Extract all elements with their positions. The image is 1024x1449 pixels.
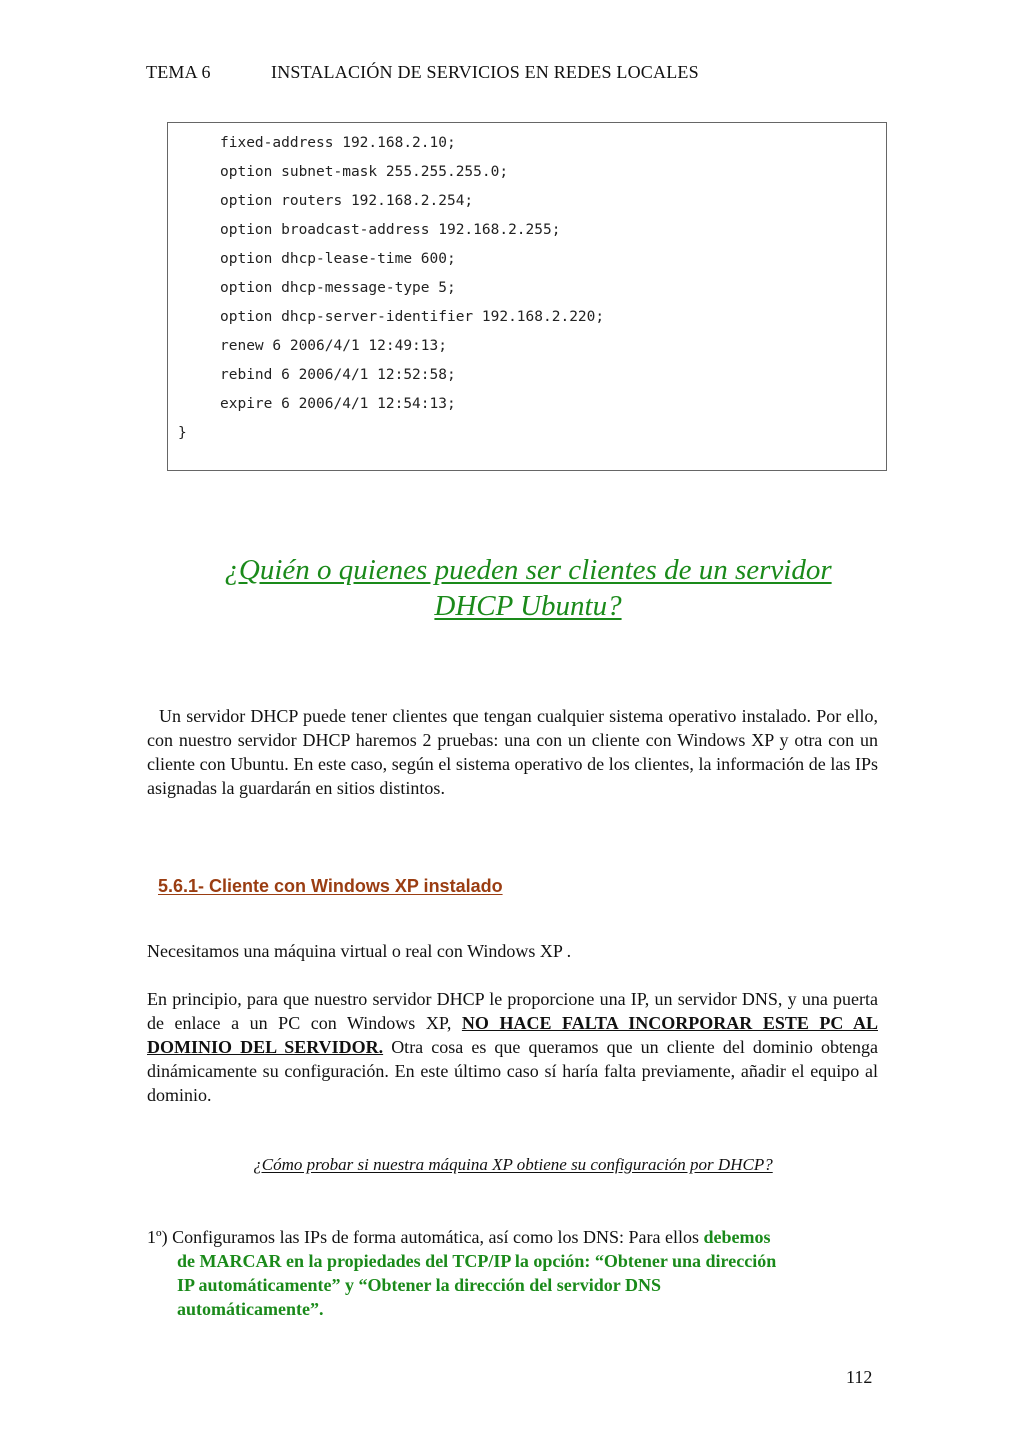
code-line: renew 6 2006/4/1 12:49:13; xyxy=(220,338,447,354)
code-line: expire 6 2006/4/1 12:54:13; xyxy=(220,396,456,412)
step-1-green-2: de MARCAR en la propiedades del TCP/IP la opción: “Obtener una dirección xyxy=(177,1251,777,1271)
page-number: 112 xyxy=(846,1367,873,1387)
subsection-heading: 5.6.1- Cliente con Windows XP instalado xyxy=(158,876,503,896)
domain-paragraph-before: En principio, para que nuestro servidor DHCP le proporcione una IP, un servidor DNS, y una puerta de enlace a un PC con Windows XP, xyxy=(147,989,878,1033)
intro-paragraph: Un servidor DHCP puede tener clientes que tengan cualquier sistema operativo instalado. Por ello, con nuestro servidor DHCP haremos 2 pruebas: una con un cliente con Windows XP y otra con un cliente con Ubuntu. En este caso, según el sistema operativo de los clientes, la información de las IPs asignadas la guardarán en sitios distintos. xyxy=(147,706,878,798)
code-box xyxy=(167,122,887,471)
test-question: ¿Cómo probar si nuestra máquina XP obtiene su configuración por DHCP? xyxy=(253,1155,773,1174)
code-line: option broadcast-address 192.168.2.255; xyxy=(220,222,561,238)
code-line: option dhcp-server-identifier 192.168.2.220; xyxy=(220,309,605,325)
code-line: option dhcp-message-type 5; xyxy=(220,280,456,296)
requirement-paragraph: Necesitamos una máquina virtual o real con Windows XP . xyxy=(147,941,572,961)
code-line: option subnet-mask 255.255.255.0; xyxy=(220,164,509,180)
step-1-green-3: IP automáticamente” y “Obtener la dirección del servidor DNS xyxy=(177,1275,661,1295)
domain-paragraph-emphasis: NO HACE FALTA INCORPORAR ESTE PC AL DOMINIO DEL SERVIDOR. xyxy=(147,1013,878,1057)
step-1-line-1 xyxy=(147,1225,887,1249)
code-line: rebind 6 2006/4/1 12:52:58; xyxy=(220,367,456,383)
step-1-green-1: debemos xyxy=(703,1227,771,1247)
step-1-prefix: 1º) Configuramos las IPs de forma automática, así como los DNS: Para ellos xyxy=(147,1227,704,1247)
code-line: option dhcp-lease-time 600; xyxy=(220,251,456,267)
code-line: fixed-address 192.168.2.10; xyxy=(220,135,456,151)
header-title: INSTALACIÓN DE SERVICIOS EN REDES LOCALES xyxy=(271,62,699,82)
code-closing-brace: } xyxy=(178,425,187,441)
step-1-green-4: automáticamente”. xyxy=(177,1299,324,1319)
code-line: option routers 192.168.2.254; xyxy=(220,193,474,209)
heading-line-2: DHCP Ubuntu? xyxy=(434,590,622,622)
heading-line-1: ¿Quién o quienes pueden ser clientes de un servidor xyxy=(224,554,832,586)
section-question-heading xyxy=(150,552,906,624)
domain-paragraph-after: Otra cosa es que queramos que un cliente del dominio obtenga dinámicamente su configuración. En este último caso sí haría falta previamente, añadir el equipo al dominio. xyxy=(147,1037,878,1105)
step-1 xyxy=(147,1225,887,1321)
domain-paragraph xyxy=(147,987,878,1107)
header-tema: TEMA 6 xyxy=(146,62,211,82)
